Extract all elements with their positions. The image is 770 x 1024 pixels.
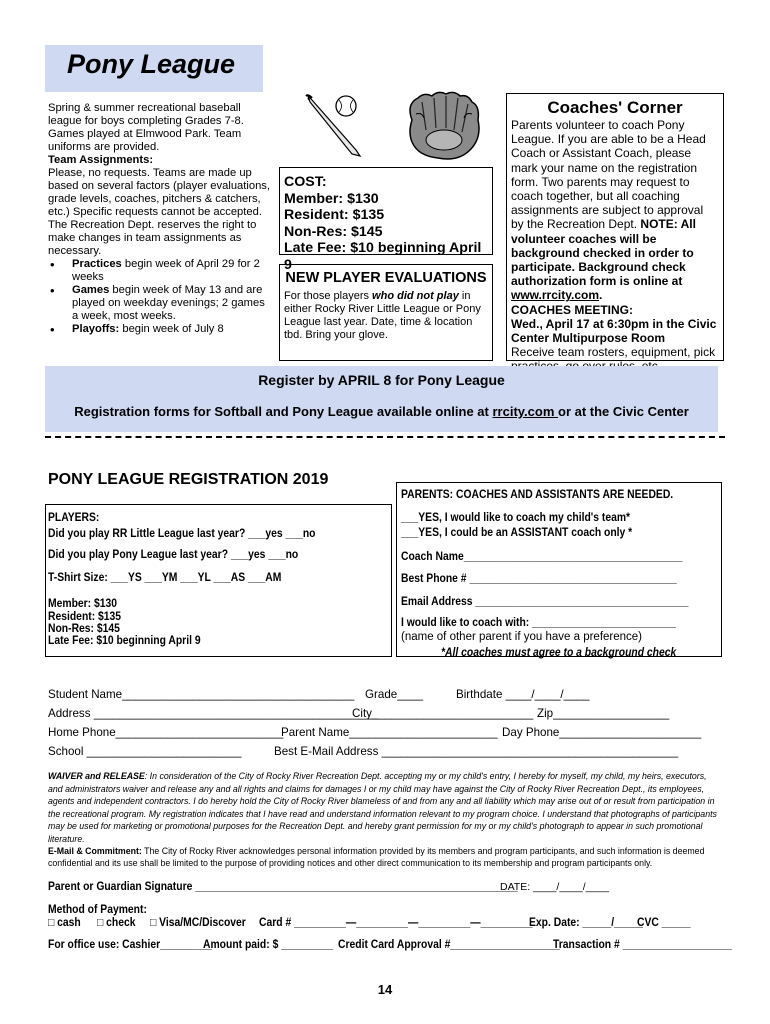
cvc-field[interactable]: CVC _____	[637, 917, 691, 929]
rrcity-link[interactable]: rrcity.com	[492, 404, 558, 419]
email-field[interactable]: Email Address _____________________________________	[401, 596, 689, 608]
team-assignments-heading: Team Assignments:	[48, 154, 154, 166]
players-heading: PLAYERS:	[48, 512, 100, 524]
fee-member: Member: $130	[48, 598, 118, 610]
signature-date-field[interactable]: DATE: ____/____/____	[500, 881, 609, 893]
baseball-bat-icon	[300, 92, 368, 160]
office-transaction-field[interactable]: Transaction # ___________________	[553, 939, 732, 951]
pay-card-option[interactable]: □ Visa/MC/Discover	[150, 917, 246, 929]
meeting-heading: COACHES MEETING:	[511, 302, 634, 317]
league-description: Spring & summer recreational baseball league for boys completing Grades 7-8. Games played at Elmwood Park. Team uniforms are provided.	[48, 102, 244, 153]
card-number-field[interactable]: Card # _________—_________—_________—_________	[259, 917, 533, 929]
student-name-field[interactable]: Student Name____________________________________	[48, 688, 355, 701]
day-phone-field[interactable]: Day Phone______________________	[502, 726, 702, 739]
meeting-text: Receive team rosters, equipment, pick	[511, 345, 716, 360]
checkbox-icon: □	[150, 917, 157, 929]
fee-resident: Resident: $135	[48, 611, 122, 623]
address-field[interactable]: Address ____________________________________________	[48, 707, 378, 720]
email-commitment-text: E-Mail & Commitment: The City of Rocky River acknowledges personal information provided by its members and program participants, and such information is deemed confidential and its use shall be limited to the purpose of providing notices and other direct communication to its membership and program participants only.	[48, 846, 705, 868]
pay-check-option[interactable]: □ check	[97, 917, 136, 929]
schedule-list	[48, 258, 273, 336]
home-phone-field[interactable]: Home Phone__________________________	[48, 726, 284, 739]
office-amount-field[interactable]: Amount paid: $ _________	[203, 939, 334, 951]
baseball-glove-icon	[402, 90, 484, 162]
rrcity-link[interactable]: www.rrcity.com	[511, 288, 600, 303]
coach-with-field[interactable]: I would like to coach with: _________________________	[401, 617, 677, 629]
cost-nonres: Non-Res: $145	[284, 223, 383, 240]
parents-heading: PARENTS: COACHES AND ASSISTANTS ARE NEEDED.	[401, 489, 674, 501]
coach-option-assistant[interactable]: ___YES, I could be an ASSISTANT coach only *	[401, 527, 633, 539]
background-check-note: *All coaches must agree to a background check	[441, 647, 677, 659]
fee-late: Late Fee: $10 beginning April 9	[48, 635, 201, 647]
evaluations-title: NEW PLAYER EVALUATIONS	[285, 270, 487, 286]
city-field[interactable]: City_________________________	[352, 707, 534, 720]
register-banner	[45, 366, 718, 432]
cut-line-divider	[45, 436, 725, 438]
meeting-when: Wed., April 17 at 6:30pm in the Civic Center Multipurpose Room	[511, 316, 717, 346]
guardian-signature-field[interactable]: Parent or Guardian Signature ________________________________________________________	[48, 881, 518, 893]
fee-nonres: Non-Res: $145	[48, 623, 120, 635]
zip-field[interactable]: Zip__________________	[537, 707, 670, 720]
waiver-text: WAIVER and RELEASE: In consideration of the City of Rocky River Recreation Dept. accepting my or my child's entry, I hereby for myself, my child, my heirs, executors, and administrators waiver and release any and all rights and claims for damages I or my child may have against the City of Rocky River Recreation Dept., its employees, agents and independent contractors. I do hereby hold the City of Rocky River blameless of and from any and all liability which may arise out of or result from participation in the recreational program. My registration indicates that I have read and understand information relevant to my program choice. I understand that photographs of participants may be used for marketing or promotional purposes for the Recreation Dept. and hereby grant permission for my or my child's photograph to appear in such promotional literature.	[48, 771, 717, 844]
cost-resident: Resident: $135	[284, 207, 385, 223]
list-item: • Playoffs: begin week of July 8	[48, 323, 273, 336]
checkbox-icon: □	[48, 917, 55, 929]
school-field[interactable]: School ________________________	[48, 745, 242, 758]
page-title: Pony League	[67, 49, 236, 79]
team-assignments-text: Please, no requests. Teams are made up based on several factors (player evaluations, grade levels, coaches, pitchers & catchers, etc.) Specific requests cannot be accepted. The Recreation Dept. reserves the right to make changes in team assignments as necessary.	[48, 167, 271, 257]
pony-league-question[interactable]: Did you play Pony League last year? ___yes ___no	[48, 549, 299, 561]
page-title-banner	[45, 45, 263, 92]
coach-with-note: (name of other parent if you have a preference)	[401, 631, 643, 643]
coaches-corner-box	[506, 93, 724, 361]
intro-section	[48, 102, 273, 336]
coach-option-head[interactable]: ___YES, I would like to coach my child's team*	[401, 512, 631, 524]
cost-box	[279, 167, 493, 273]
evaluations-text: For those players who did not play in either Rocky River Little League or Pony League last year. Date, time & location tbd. Bring your glove.	[284, 290, 481, 341]
list-item: • Practices begin week of April 29 for 2 weeks	[48, 258, 273, 284]
checkbox-icon: □	[97, 917, 104, 929]
cost-heading: COST:	[284, 174, 327, 190]
parent-name-field[interactable]: Parent Name_______________________	[281, 726, 498, 739]
coaches-corner-title: Coaches' Corner	[547, 98, 683, 117]
registration-form-title: PONY LEAGUE REGISTRATION 2019	[48, 471, 329, 488]
payment-heading: Method of Payment:	[48, 904, 147, 916]
page-number: 14	[377, 982, 393, 997]
evaluations-box	[279, 264, 493, 361]
office-approval-field[interactable]: Credit Card Approval #___________________	[338, 939, 560, 951]
coach-name-field[interactable]: Coach Name______________________________________	[401, 551, 683, 563]
registration-forms-note: Registration forms for Softball and Pony League available online at rrcity.com or at the Civic Center	[74, 404, 689, 419]
grade-field[interactable]: Grade____	[365, 688, 424, 701]
list-item: • Games begin week of May 13 and are played on weekday evenings; 2 games a week, most weeks.	[48, 284, 273, 323]
birthdate-field[interactable]: Birthdate ____/____/____	[456, 688, 590, 701]
office-cashier-field[interactable]: For office use: Cashier_________	[48, 939, 212, 951]
little-league-question[interactable]: Did you play RR Little League last year? ___yes ___no	[48, 528, 316, 540]
coaches-corner-text: Parents volunteer to coach Pony League. If you are able to be a Head Coach or Assistant Coach, please mark your name on the registration form. Two parents may request to coach together, but all coaching assignments are subject to approval by the Recreation Dept. NOTE: All volunteer coaches will be background checked in order to participate. Background check authorization form is online at www.rrcity.com. COACHES MEETING: Wed., April 17 at 6:30pm in the Civic Center Multipurpose Room Receive team rosters, equipment, pick	[507, 118, 723, 374]
baseball-icon	[336, 96, 356, 116]
exp-date-field[interactable]: Exp. Date: _____/_____	[529, 917, 643, 929]
tshirt-size-field[interactable]: T-Shirt Size: ___YS ___YM ___YL ___AS ___AM	[48, 572, 282, 584]
best-phone-field[interactable]: Best Phone # ____________________________________	[401, 573, 677, 585]
best-email-field[interactable]: Best E-Mail Address ______________________________________________	[274, 745, 679, 758]
cost-member: Member: $130	[284, 190, 379, 207]
cost-late-fee: Late Fee: $10 beginning April 9	[284, 240, 482, 273]
pay-cash-option[interactable]: □ cash	[48, 917, 81, 929]
register-deadline: Register by APRIL 8 for Pony League	[258, 372, 505, 388]
